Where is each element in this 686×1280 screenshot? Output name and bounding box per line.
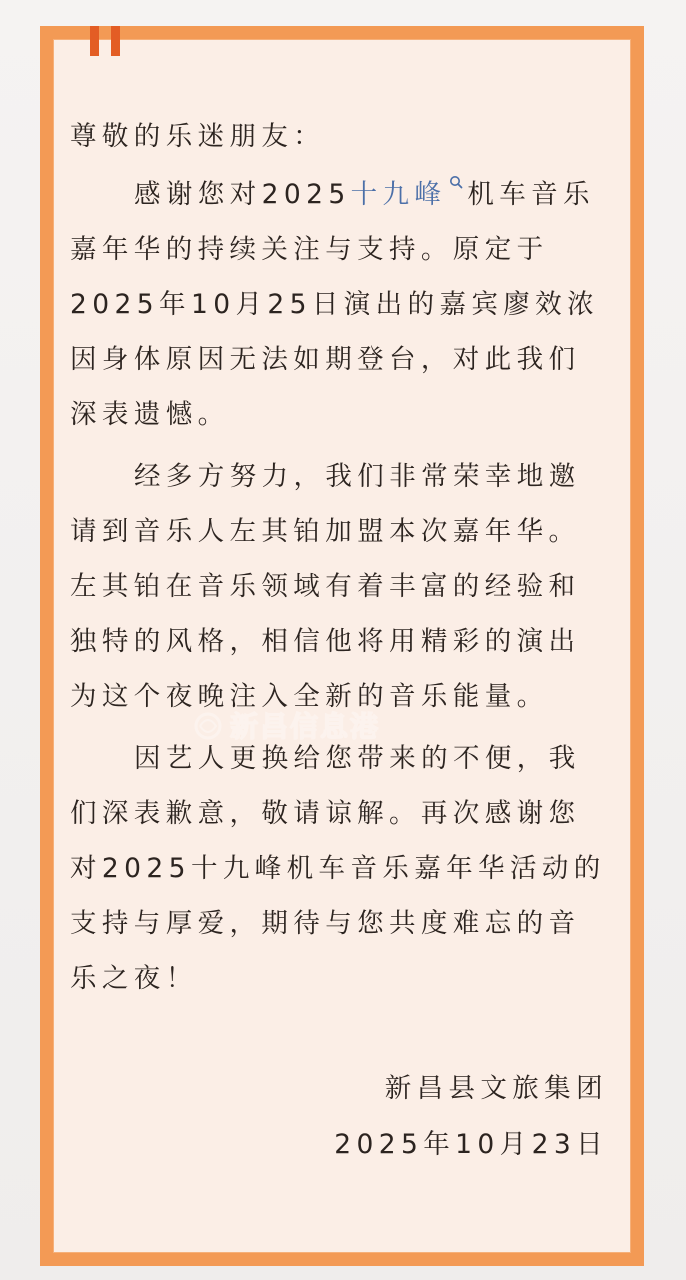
paragraph-2-line-4: 独特的风格，相信他将用精彩的演出	[70, 626, 581, 657]
paragraph-2-line-1: 经多方努力，我们非常荣幸地邀	[134, 461, 581, 492]
paragraph-1-line-1	[70, 167, 618, 222]
paragraph-3-line-4: 支持与厚爱，期待与您共度难忘的音	[70, 908, 581, 939]
paragraph-1-line-1-end: 机车音乐	[467, 179, 595, 210]
watermark-text: 新昌信息港	[230, 710, 381, 743]
frame-tab-left	[90, 26, 99, 56]
paragraph-2	[70, 449, 618, 724]
paragraph-3-line-1: 因艺人更换给您带来的不便，我	[134, 743, 581, 774]
signature-date: 2025年10月23日	[334, 1129, 608, 1160]
paragraph-3-line-5: 乐之夜！	[70, 963, 198, 994]
paragraph-3	[70, 731, 618, 1006]
signature-organization: 新昌县文旅集团	[384, 1073, 608, 1104]
paragraph-1-line-4: 因身体原因无法如期登台，对此我们	[70, 344, 581, 375]
paragraph-3-line-2: 们深表歉意，敬请谅解。再次感谢您	[70, 798, 581, 829]
paragraph-1-line-3: 2025年10月25日演出的嘉宾廖效浓	[70, 289, 599, 320]
search-link-shijiufeng[interactable]: 十九峰	[350, 179, 447, 210]
paragraph-1	[70, 167, 618, 442]
paragraph-1-line-2: 嘉年华的持续关注与支持。原定于	[70, 234, 549, 265]
paragraph-2-line-5: 为这个夜晚注入全新的音乐能量。	[70, 681, 549, 712]
search-icon[interactable]	[449, 175, 463, 189]
letter-greeting: 尊敬的乐迷朋友：	[70, 121, 326, 152]
paragraph-3-line-3: 对2025十九峰机车音乐嘉年华活动的	[70, 853, 606, 884]
paragraph-1-line-5: 深表遗憾。	[70, 399, 230, 430]
frame-tab-right	[111, 26, 120, 56]
paragraph-2-line-3: 左其铂在音乐领域有着丰富的经验和	[70, 571, 581, 602]
paragraph-1-line-1-start: 感谢您对2025	[134, 179, 351, 210]
paragraph-2-line-2: 请到音乐人左其铂加盟本次嘉年华。	[70, 516, 581, 547]
